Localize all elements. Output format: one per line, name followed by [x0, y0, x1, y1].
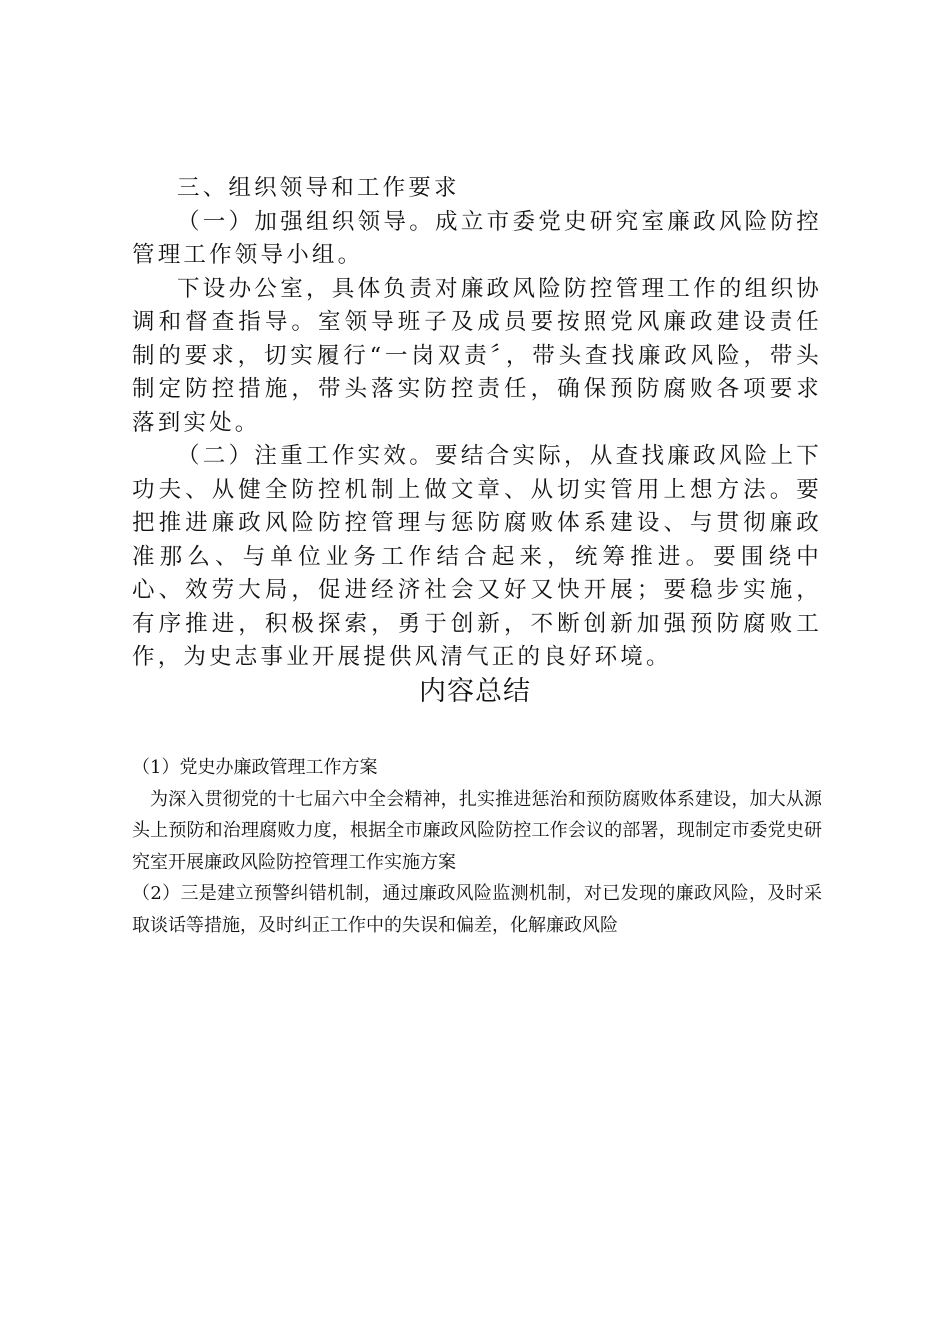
- summary-item-1-body: 为深入贯彻党的十七届六中全会精神，扎实推进惩治和预防腐败体系建设，加大从源头上预防和治理腐败力度，根据全市廉政风险防控工作会议的部署，现制定市委党史研究室开展廉政风险防控管理工作实施方案: [132, 788, 822, 873]
- summary-item-1-title: （1）党史办廉政管理工作方案: [132, 757, 378, 778]
- paragraph-office-duties: 下设办公室，具体负责对廉政风险防控管理工作的组织协调和督查指导。室领导班子及成员要按照党风廉政建设责任制的要求，切实履行“一岗双责〞，带头查找廉政风险，带头制定防控措施，带头落实防控责任，确保预防腐败各项要求落到实处。: [132, 275, 822, 436]
- paragraph-organization-leadership: （一）加强组织领导。成立市委党史研究室廉政风险防控管理工作领导小组。: [132, 208, 822, 268]
- section-heading: 三、组织领导和工作要求: [177, 175, 460, 201]
- document-body: [132, 172, 822, 675]
- summary-item-2: （2）三是建立预警纠错机制，通过廉政风险监测机制，对已发现的廉政风险，及时采取谈话等措施，及时纠正工作中的失误和偏差，化解廉政风险: [132, 883, 822, 936]
- summary-section: [132, 752, 822, 941]
- summary-title: 内容总结: [419, 676, 531, 707]
- paragraph-work-effectiveness: （二）注重工作实效。要结合实际，从查找廉政风险上下功夫、从健全防控机制上做文章、从切实管用上想方法。要把推进廉政风险防控管理与惩防腐败体系建设、与贯彻廉政准那么、与单位业务工作结合起来，统筹推进。要围绕中心、效劳大局，促进经济社会又好又快开展；要稳步实施，有序推进，积极探索，勇于创新，不断创新加强预防腐败工作，为史志事业开展提供风清气正的良好环境。: [132, 443, 822, 670]
